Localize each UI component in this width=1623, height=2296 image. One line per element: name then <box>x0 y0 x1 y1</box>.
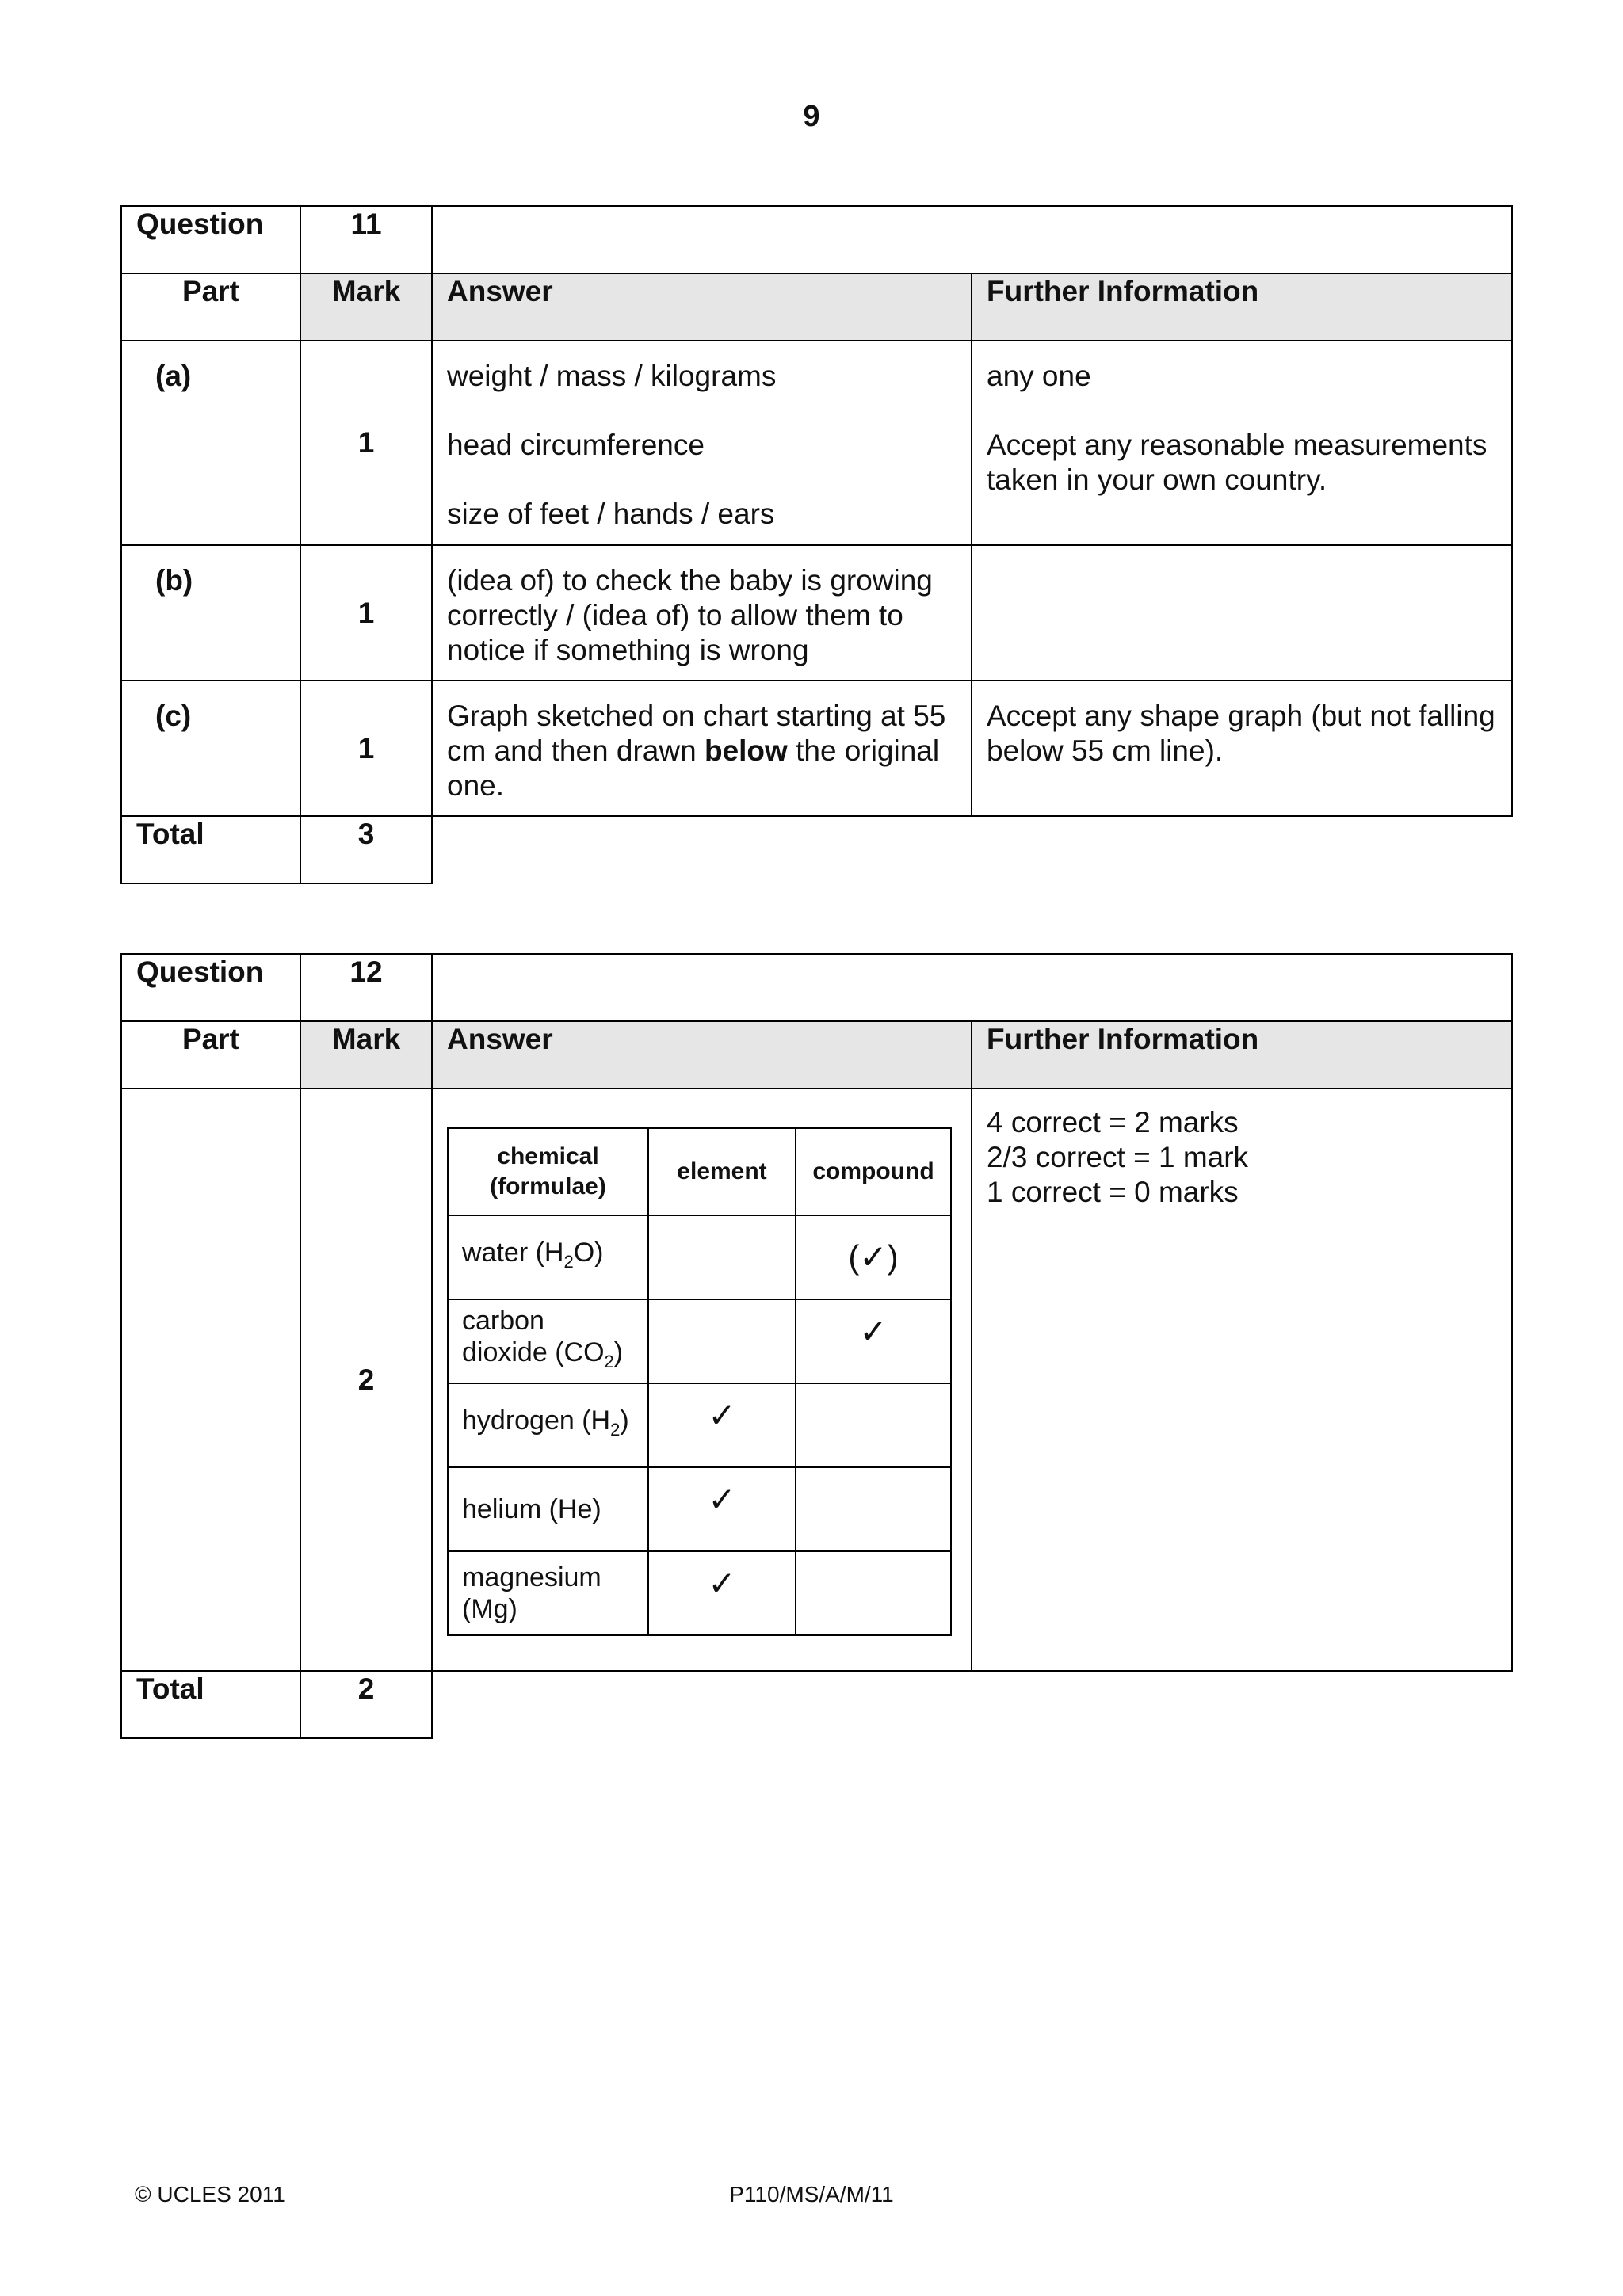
part-c-label: (c) <box>121 681 300 816</box>
part-a-mark: 1 <box>300 341 432 545</box>
further-line: 2/3 correct = 1 mark <box>987 1141 1249 1173</box>
chem-header-chemical: chemical (formulae) <box>448 1128 648 1215</box>
part-b-mark: 1 <box>300 545 432 681</box>
q12-part-blank <box>121 1089 300 1671</box>
further-line: any one <box>987 360 1091 392</box>
part-c-row <box>121 681 1512 816</box>
chemical-name: water $(H_2O)$ <box>448 1215 648 1299</box>
chemical-name: helium (He) <box>448 1467 648 1551</box>
chem-row-hydrogen <box>448 1383 951 1467</box>
part-c-mark: 1 <box>300 681 432 816</box>
element-tick: ✓ <box>648 1467 796 1551</box>
header-further-information: Further Information <box>972 273 1512 341</box>
chemical-name: carbon dioxide $(CO_2)$ <box>448 1299 648 1383</box>
element-tick: ✓ <box>648 1551 796 1635</box>
question-label: Question <box>121 206 300 273</box>
answer-line: size of feet / hands / ears <box>447 498 775 530</box>
chemical-table <box>447 1127 952 1636</box>
question-11-table <box>120 205 1513 884</box>
compound-tick: (✓) <box>796 1215 951 1299</box>
part-a-further <box>972 341 1512 545</box>
chemical-name: hydrogen $(H_2)$ <box>448 1383 648 1467</box>
compound-cell <box>796 1467 951 1551</box>
chem-header-element: element <box>648 1128 796 1215</box>
question-header-blank <box>432 206 1512 273</box>
chemical-name: magnesium (Mg) <box>448 1551 648 1635</box>
total-blank <box>432 816 1512 883</box>
answer-text: the original one. <box>447 734 940 802</box>
question-12-table <box>120 953 1513 1739</box>
chem-row-carbon-dioxide <box>448 1299 951 1383</box>
part-b-further <box>972 545 1512 681</box>
header-further-information: Further Information <box>972 1021 1512 1089</box>
chem-row-helium <box>448 1467 951 1551</box>
part-b-row <box>121 545 1512 681</box>
header-part: Part <box>121 1021 300 1089</box>
further-line: 1 correct = 0 marks <box>987 1176 1239 1208</box>
question-number: 11 <box>300 206 432 273</box>
answer-line: head circumference <box>447 429 705 461</box>
chem-row-magnesium <box>448 1551 951 1635</box>
q12-mark: 2 <box>300 1089 432 1671</box>
header-part: Part <box>121 273 300 341</box>
answer-text: Graph sketched on chart starting at 55 cm and then drawn <box>447 700 946 767</box>
further-line: Accept any reasonable measurements taken in your own country. <box>987 429 1487 496</box>
chem-header-compound: compound <box>796 1128 951 1215</box>
total-label: Total <box>121 816 300 883</box>
part-b-label: (b) <box>121 545 300 681</box>
question-number: 12 <box>300 954 432 1021</box>
answer-emphasis: below <box>704 734 788 767</box>
page-number: 9 <box>803 100 820 133</box>
question-label: Question <box>121 954 300 1021</box>
footer-copyright: © UCLES 2011 <box>135 2182 285 2206</box>
total-mark: 2 <box>300 1671 432 1738</box>
further-line: 4 correct = 2 marks <box>987 1106 1239 1138</box>
q12-further <box>972 1089 1512 1671</box>
part-a-label: (a) <box>121 341 300 545</box>
element-tick: ✓ <box>648 1383 796 1467</box>
compound-cell <box>796 1551 951 1635</box>
header-mark: Mark <box>300 1021 432 1089</box>
footer-code: P110/MS/A/M/11 <box>729 2182 894 2206</box>
compound-cell <box>796 1383 951 1467</box>
chem-row-water <box>448 1215 951 1299</box>
total-label: Total <box>121 1671 300 1738</box>
total-mark: 3 <box>300 816 432 883</box>
header-mark: Mark <box>300 273 432 341</box>
element-cell <box>648 1299 796 1383</box>
part-a-answer <box>432 341 972 545</box>
question-header-blank <box>432 954 1512 1021</box>
part-a-row <box>121 341 1512 545</box>
q12-answer-row <box>121 1089 1512 1671</box>
q12-answer-cell <box>432 1089 972 1671</box>
part-c-answer <box>432 681 972 816</box>
part-c-further: Accept any shape graph (but not falling below 55 cm line). <box>972 681 1512 816</box>
total-blank <box>432 1671 1512 1738</box>
element-cell <box>648 1215 796 1299</box>
header-answer: Answer <box>432 273 972 341</box>
compound-tick: ✓ <box>796 1299 951 1383</box>
answer-line: weight / mass / kilograms <box>447 360 777 392</box>
part-b-answer: (idea of) to check the baby is growing correctly / (idea of) to allow them to notice if something is wrong <box>432 545 972 681</box>
header-answer: Answer <box>432 1021 972 1089</box>
